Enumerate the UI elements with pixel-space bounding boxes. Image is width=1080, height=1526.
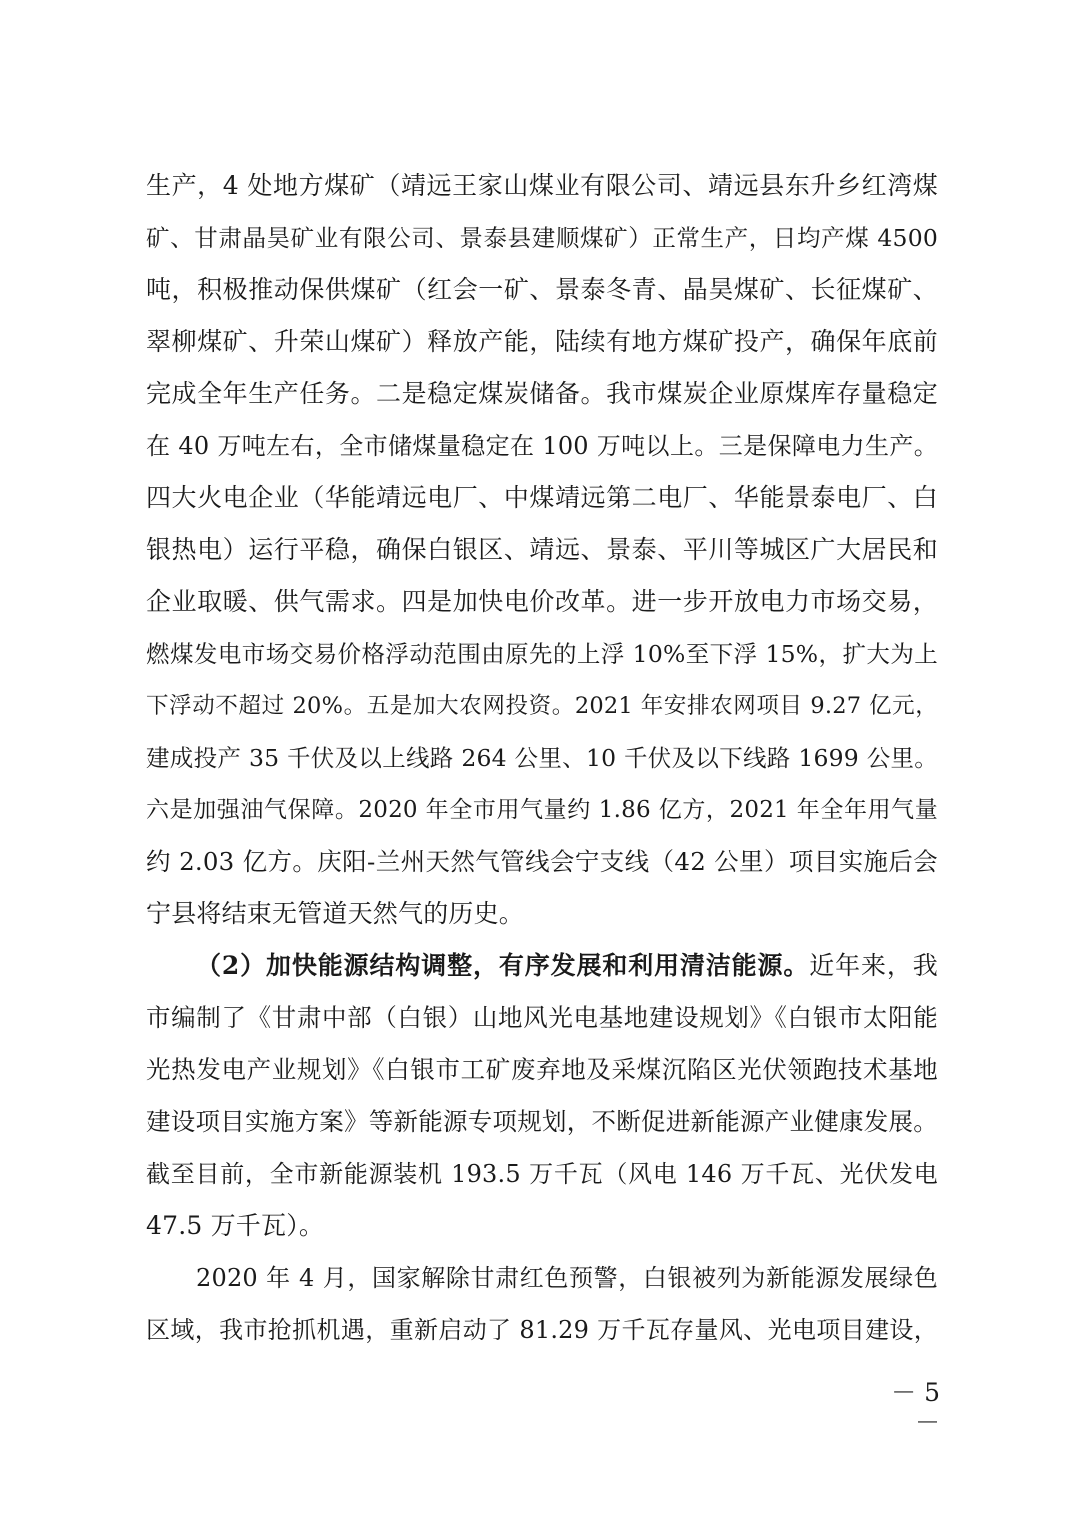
text-line: 建设项目实施方案》等新能源专项规划，不断促进新能源产业健康发展。	[146, 1107, 938, 1136]
text-line: 企业取暖、供气需求。四是加快电价改革。进一步开放电力市场交易，	[146, 587, 938, 616]
text-line: 完成全年生产任务。二是稳定煤炭储备。我市煤炭企业原煤库存量稳定	[146, 379, 938, 408]
text-line: 下浮动不超过 20%。五是加大农网投资。2021 年安排农网项目 9.27 亿元，	[146, 693, 938, 719]
text-line: 宁县将结束无管道天然气的历史。	[146, 899, 525, 928]
heading-line-text: 近年来，我	[809, 951, 938, 980]
section-heading: （2）加快能源结构调整，有序发展和利用清洁能源。	[196, 951, 810, 980]
text-line: 吨，积极推动保供煤矿（红会一矿、景泰冬青、晶昊煤矿、长征煤矿、	[146, 275, 938, 304]
text-line: 生产，4 处地方煤矿（靖远王家山煤业有限公司、靖远县东升乡红湾煤	[146, 171, 938, 200]
page-number: － 5 －	[891, 1378, 940, 1437]
text-line: 2020 年 4 月，国家解除甘肃红色预警，白银被列为新能源发展绿色	[196, 1264, 938, 1292]
text-line: 燃煤发电市场交易价格浮动范围由原先的上浮 10%至下浮 15%，扩大为上	[146, 640, 938, 668]
document-body	[146, 160, 938, 1356]
paragraph-clean-energy	[146, 940, 938, 1252]
text-line: 截至目前，全市新能源装机 193.5 万千瓦（风电 146 万千瓦、光伏发电	[146, 1160, 938, 1188]
text-line: 光热发电产业规划》《白银市工矿废弃地及采煤沉陷区光伏领跑技术基地	[146, 1055, 938, 1084]
section-heading-line	[146, 940, 938, 992]
text-line: 四大火电企业（华能靖远电厂、中煤靖远第二电厂、华能景泰电厂、白	[146, 483, 938, 512]
text-line: 建成投产 35 千伏及以上线路 264 公里、10 千伏及以下线路 1699 公里。	[146, 744, 938, 772]
paragraph-energy-supply	[146, 160, 938, 940]
text-line: 市编制了《甘肃中部（白银）山地风光电基地建设规划》《白银市太阳能	[146, 1003, 938, 1032]
text-line: 约 2.03 亿方。庆阳-兰州天然气管线会宁支线（42 公里）项目实施后会	[146, 847, 938, 876]
text-line: 在 40 万吨左右，全市储煤量稳定在 100 万吨以上。三是保障电力生产。	[146, 432, 938, 460]
paragraph-green-region	[146, 1252, 938, 1356]
text-line: 六是加强油气保障。2020 年全市用气量约 1.86 亿方，2021 年全年用气量	[146, 797, 938, 823]
text-line: 区域，我市抢抓机遇，重新启动了 81.29 万千瓦存量风、光电项目建设，	[146, 1316, 938, 1344]
text-line: 47.5 万千瓦）。	[146, 1211, 325, 1240]
text-line: 翠柳煤矿、升荣山煤矿）释放产能，陆续有地方煤矿投产，确保年底前	[146, 327, 938, 356]
text-line: 银热电）运行平稳，确保白银区、靖远、景泰、平川等城区广大居民和	[146, 535, 938, 564]
text-line: 矿、甘肃晶昊矿业有限公司、景泰县建顺煤矿）正常生产，日均产煤 4500	[146, 224, 938, 252]
